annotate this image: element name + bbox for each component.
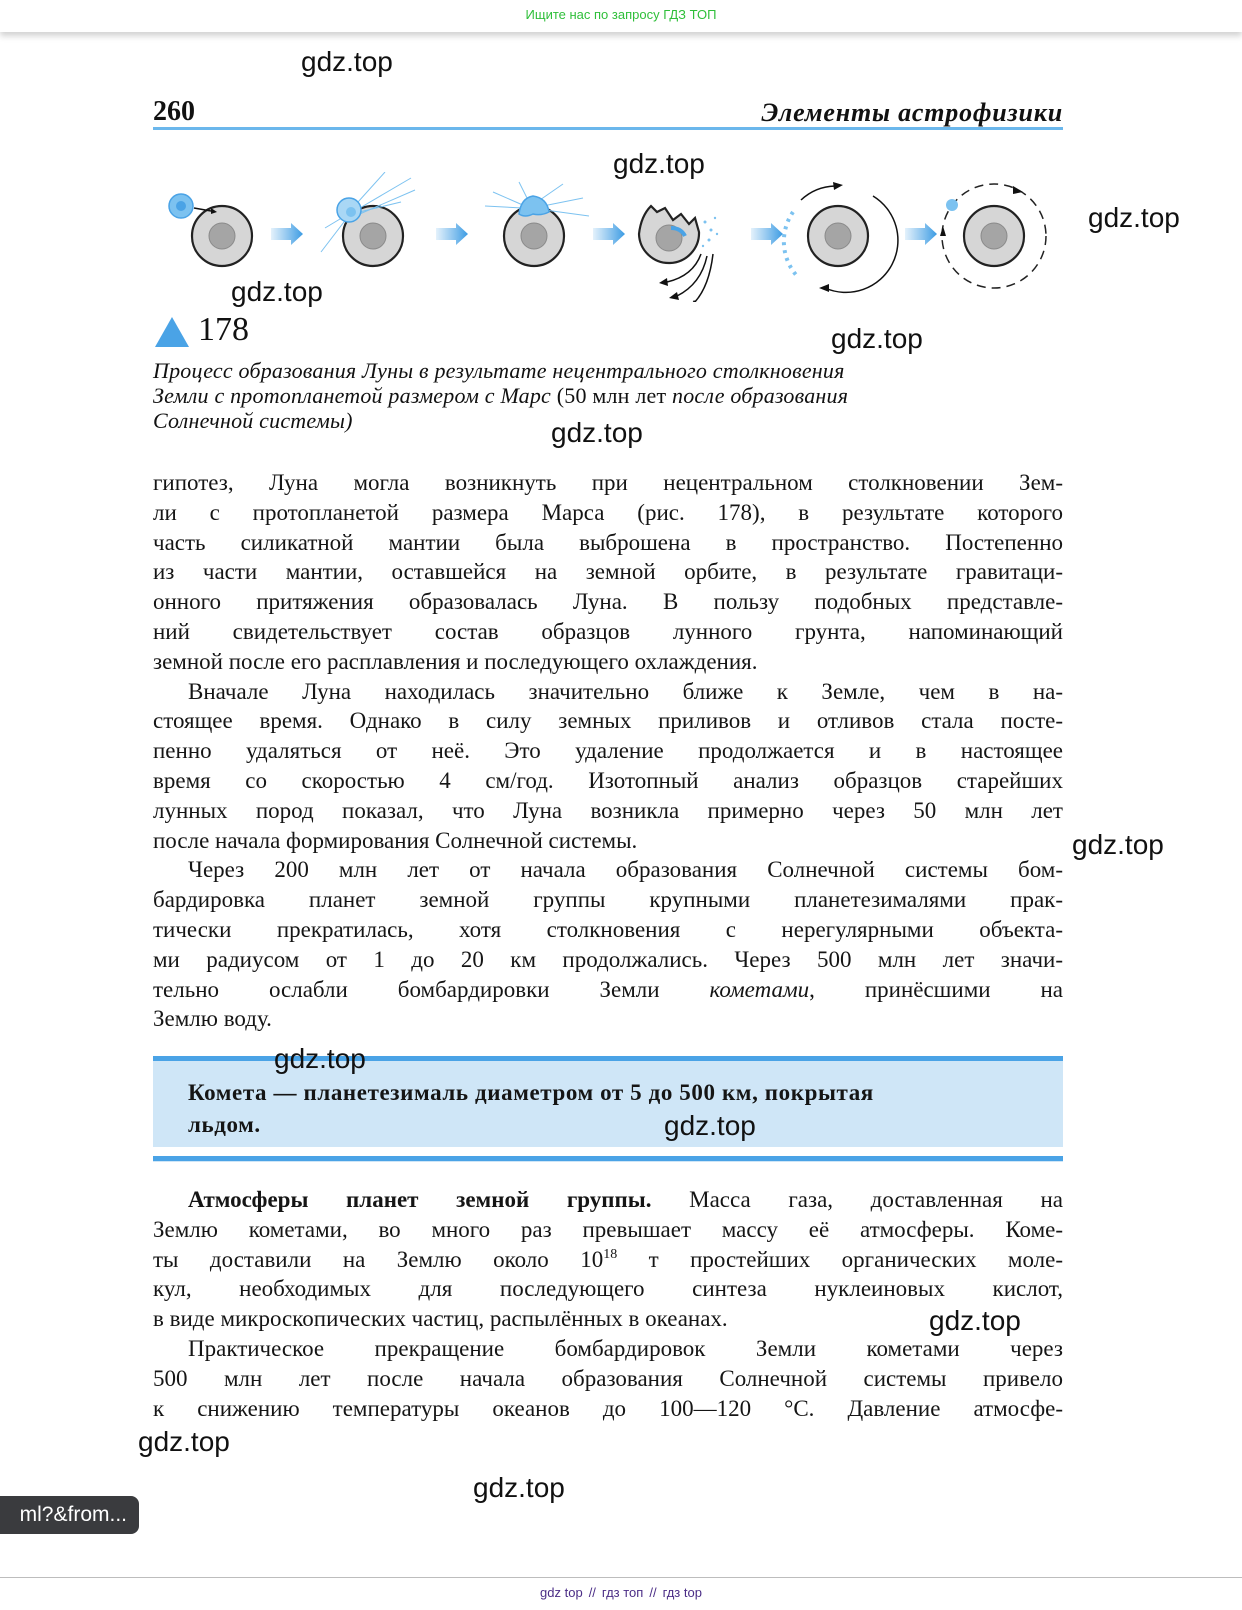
stage-arrow-2 (436, 223, 468, 245)
stage-debris-ring (784, 182, 898, 292)
trajectory-arrowheads (659, 278, 698, 302)
stage-arrow-3 (593, 223, 625, 245)
footer-bar (0, 1577, 1242, 1610)
banner-text: Ищите нас по запросу ГДЗ ТОП (525, 7, 717, 22)
text-run: , принёсшими на (809, 976, 1063, 1002)
definition-bottom-rule (153, 1156, 1063, 1161)
search-banner (0, 0, 1242, 32)
protoplanet-core (346, 207, 356, 217)
footer-link-gdz-top[interactable]: gdz top (540, 1585, 583, 1600)
earth-core (209, 223, 235, 249)
paragraph-line: ли с протопланетой размера Марса (рис. 178), в результате которого (153, 499, 1063, 525)
paragraph-line: Землю кометами, во много раз превышает массу её атмосферы. Коме- (153, 1216, 1063, 1242)
watermark: gdz.top (1072, 829, 1164, 860)
textbook-page (0, 32, 1242, 1577)
definition-body: льдом. (188, 1112, 261, 1137)
caption-line: Процесс образования Луны в результате нецентрального столкновения (153, 358, 845, 383)
paragraph-line: лунных пород показал, что Луна возникла примерно через 50 млн лет (153, 797, 1063, 823)
arrowhead-icon (833, 182, 843, 190)
paragraph-line: ми радиусом от 1 до 20 км продолжались. Через 500 млн лет значи- (153, 946, 1063, 972)
stage-moon-orbit (940, 184, 1046, 288)
stage-debris-spray (639, 206, 718, 302)
paragraph-line: ний свидетельствует состав образцов лунного грунта, напоминающий (153, 618, 1063, 644)
text-run: Масса газа, доставленная на (689, 1187, 1063, 1212)
paragraph-line: гипотез, Луна могла возникнуть при нецентральном столкновении Зем- (153, 470, 1063, 495)
earth-core (360, 223, 386, 249)
paragraph-line: в виде микроскопических частиц, распылённых в океанах. (153, 1306, 728, 1332)
definition-body: — планетезималь диаметром от 5 до 500 км, покрытая (273, 1080, 874, 1105)
paragraph-line: бардировка планет земной группы крупными планетезималями прак- (153, 887, 1063, 913)
stage-ejection (485, 182, 589, 266)
separator: // (588, 1585, 596, 1600)
watermark: gdz.top (1088, 202, 1180, 233)
section-title: Элементы астрофизики (761, 98, 1063, 127)
stage-approach (169, 194, 252, 266)
text-run: тельно ослабли бомбардировки Земли (153, 976, 660, 1002)
stage-arrow-1 (271, 223, 303, 245)
caption-line: Земли с протопланетой размером с Марс (153, 383, 552, 408)
paragraph-line: земной после его расплавления и последующего охлаждения. (153, 648, 758, 674)
paragraph-line: тически прекратилась, хотя столкновения с нерегулярными объекта- (153, 916, 1063, 942)
watermark: gdz.top (274, 1043, 366, 1074)
exponent: 18 (603, 1246, 618, 1262)
body-text-block-1 (153, 468, 1063, 1034)
url-tooltip (0, 1496, 139, 1534)
running-head (153, 94, 1063, 130)
earth-core (825, 223, 851, 249)
footer-link-gdz-top-ru[interactable]: гдз топ (601, 1585, 644, 1600)
stage-arrow-5 (905, 223, 937, 245)
watermark: gdz.top (551, 417, 643, 448)
emphasis-term: кометами (709, 976, 810, 1002)
definition-term: Комета (188, 1080, 268, 1105)
text-run: ты доставили на Землю около 10 (153, 1246, 604, 1272)
paragraph-line (153, 1245, 1063, 1275)
subsection-heading: Атмосферы планет земной группы. (188, 1187, 652, 1212)
paragraph-line: стоящее время. Однако в силу земных приливов и отливов стала посте- (153, 708, 1063, 734)
watermark: gdz.top (664, 1110, 756, 1141)
triangle-icon (155, 317, 189, 347)
watermark: gdz.top (831, 323, 923, 354)
paragraph-line: пенно удаляться от неё. Это удаление продолжается и в настоящее (153, 738, 1063, 764)
watermark: gdz.top (301, 46, 393, 77)
body-text-block-2 (153, 1185, 1063, 1423)
arrowhead-icon (1013, 186, 1023, 194)
debris-particles (702, 217, 718, 247)
watermark: gdz.top (473, 1472, 565, 1503)
caption-line: Солнечной системы) (153, 408, 353, 433)
paragraph-line: после начала формирования Солнечной системы. (153, 827, 638, 853)
footer-link-gdz-top-mixed[interactable]: гдз top (662, 1585, 702, 1600)
definition-text (188, 1077, 1028, 1141)
watermark: gdz.top (138, 1426, 230, 1457)
caption-line: (50 млн лет (556, 383, 667, 408)
figure-number: 178 (198, 311, 249, 348)
watermark: gdz.top (613, 148, 705, 179)
earth-core (981, 223, 1007, 249)
arrowhead-icon (819, 284, 829, 292)
stage-impact (321, 172, 415, 266)
moon (946, 199, 958, 211)
stage-arrow-4 (751, 223, 783, 245)
orbit-arc-top (801, 186, 835, 200)
arrowhead-icon (940, 226, 946, 236)
paragraph-line: 500 млн лет после начала образования Солнечной системы привело (153, 1365, 1063, 1391)
separator: // (649, 1585, 657, 1600)
paragraph-line: к снижению температуры океанов до 100—120 °С. Давление атмосфе- (153, 1395, 1063, 1421)
paragraph-line: из части мантии, оставшейся на земной орбите, в результате гравитаци- (153, 559, 1063, 585)
paragraph-line (153, 1185, 1063, 1215)
paragraph-line: кул, необходимых для последующего синтеза нуклеиновых кислот, (153, 1276, 1063, 1302)
watermark: gdz.top (231, 276, 323, 307)
url-tooltip-text: ml?&from... (19, 1503, 127, 1526)
text-run: т простейших органических моле- (648, 1246, 1063, 1272)
footer-links (0, 1578, 1242, 1608)
paragraph-line: Практическое прекращение бомбардировок Земли кометами через (188, 1335, 1063, 1361)
paragraph-line (153, 975, 1063, 1005)
paragraph-line: онного притяжения образовалась Луна. В пользу подобных представле- (153, 589, 1063, 615)
caption-line: после образования (672, 383, 849, 408)
watermark: gdz.top (929, 1305, 1021, 1336)
paragraph-line: Землю воду. (153, 1006, 272, 1032)
definition-gap (153, 1147, 1063, 1156)
earth-core (521, 223, 547, 249)
paragraph-line: Вначале Луна находилась значительно ближе к Земле, чем в на- (188, 678, 1063, 704)
merging-body (519, 196, 549, 216)
protoplanet-core (176, 201, 186, 211)
paragraph-line: Через 200 млн лет от начала образования Солнечной системы бом- (188, 857, 1063, 883)
debris-ring-arc (784, 212, 797, 276)
page-number: 260 (153, 96, 195, 127)
paragraph-line: время со скоростью 4 см/год. Изотопный анализ образцов старейших (153, 767, 1063, 793)
paragraph-line: часть силикатной мантии была выброшена в пространство. Постепенно (153, 529, 1063, 555)
